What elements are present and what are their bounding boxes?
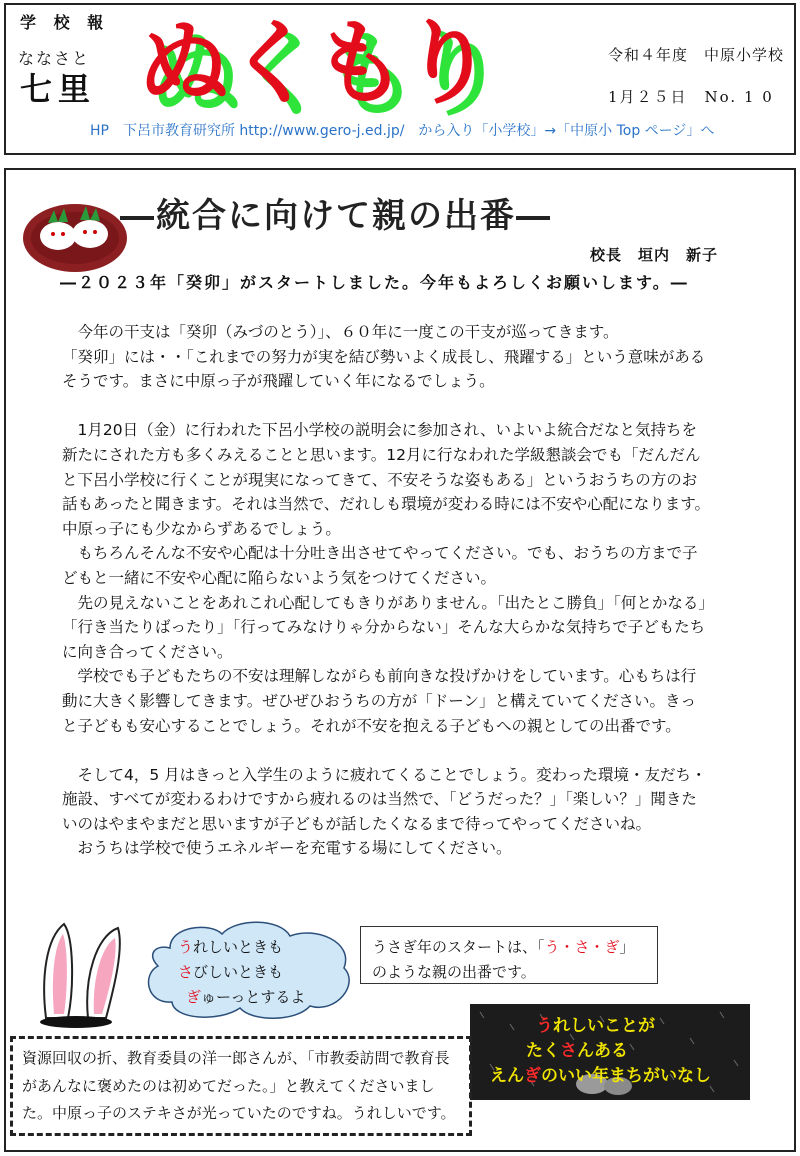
body-line: そうです。まさに中原っ子が飛躍していく年になるでしょう。 <box>62 372 495 391</box>
body-line: 「行き当たりばったり」「行ってみなけりゃ分からない」そんな大らかな気持ちで子どもたち <box>62 618 706 637</box>
usagi-callout-text: うさぎ年のスタートは、「う・さ・ぎ」 のような親の出番です。 <box>372 938 635 981</box>
article-headline: ―統合に向けて親の出番― <box>120 196 552 236</box>
name-furigana: ななさと <box>18 49 91 68</box>
body-line: と下呂小学校に行くことが現実になってきて、不安そうな姿もある」というおうちの方のお <box>62 470 698 489</box>
cloud-line-1: うれしいときも <box>178 938 284 956</box>
cloud-text <box>178 935 305 1010</box>
article-byline: 校長 垣内 新子 <box>590 246 719 264</box>
body-line: 中原っ子にも少なからずあるでしょう。 <box>62 519 341 538</box>
homepage-link[interactable]: HP 下呂市教育研究所 http://www.gero-j.ed.jp/ から入り「小学校」→「中原小 Top ページ」へ <box>90 123 715 139</box>
year-school: 令和４年度 中原小学校 <box>608 46 785 64</box>
body-line: 今年の干支は「癸卯（みづのとう）」、６０年に一度この干支が巡ってきます。 <box>62 323 619 341</box>
body-line: 学校でも子どもたちの不安は理解しながらも前向きな投げかけをしています。心もちは行 <box>62 667 697 686</box>
body-line: 1月20日（金）に行われた下呂小学校の説明会に参加され、いよいよ統合だなと気持ちを <box>62 421 698 440</box>
paragraph-gap <box>62 394 742 419</box>
body-line: どもと一緒に不安や心配に陥らないよう気をつけてください。 <box>62 568 497 587</box>
body-line: 新たにされた方も多くみえることと思います。12月に行なわれた学級懇談会でも「だんだん <box>62 445 701 464</box>
newsletter-name: 七里 <box>20 70 97 108</box>
body-line: に向き合ってください。 <box>62 642 233 661</box>
note-line: た。中原っ子のステキさが光っていたのですね。うれしいです。 <box>22 1104 456 1122</box>
note-text <box>22 1045 472 1128</box>
body-line: もちろんそんな不安や心配は十分吐き出させてやってください。でも、おうちの方まで子 <box>62 544 698 563</box>
rabbit-ears-icon <box>36 918 136 1028</box>
article-subhead: ―２０２３年「癸卯」がスタートしました。今年もよろしくお願いします。― <box>60 273 689 292</box>
body-line: と子どもも安心することでしょう。それが不安を抱える子どもへの親としての出番です。 <box>62 716 681 735</box>
body-line: そして4，5 月はきっと入学生のように疲れてくることでしょう。変わった環境・友だち・ <box>62 765 707 784</box>
body-line: いのはやまやまだと思いますが子どもが話したくなるまで待ってやってくださいね。 <box>62 814 652 833</box>
newsletter-title: ぬくもり <box>138 10 491 117</box>
body-line: おうちは学校で使うエネルギーを充電する場にしてください。 <box>62 839 512 858</box>
school-newsletter-label: 学 校 報 <box>20 13 110 32</box>
date-issue-number: 1月２５日 No. 1 0 <box>608 88 774 106</box>
body-line: 施設、すべてが変わるわけですから疲れるのは当然で、「どうだった？」「楽しい？」聞きた <box>62 790 697 809</box>
cloud-line-3: ぎゅーっとするよ <box>186 988 306 1006</box>
paragraph-gap <box>62 738 742 763</box>
article-body <box>62 320 742 861</box>
body-line: 動に大きく影響してきます。ぜひぜひおうちの方が「ドーン」と構えていてください。きっ <box>62 691 696 710</box>
body-line: 先の見えないことをあれこれ心配してもきりがありません。「出たとこ勝負」「何とかなる」 <box>62 593 714 612</box>
note-line: 資源回収の折、教育委員の洋一郎さんが、「市教委訪問で教育長 <box>22 1049 450 1067</box>
note-line: があんなに褒めたのは初めてだった。」と教えてくださいまし <box>22 1076 435 1095</box>
mochi-plate-icon <box>20 196 130 274</box>
body-line: 話もあったと聞きます。それは当然で、だれしも環境が変わる時には不安や心配になります。 <box>62 495 711 514</box>
snow-box-text: うれしいことが たくさんある えんぎのいい年まちがいなし <box>490 1016 711 1086</box>
body-line: 「癸卯」には・・「これまでの努力が実を結び勢いよく成長し、飛躍する」という意味がある <box>62 347 706 366</box>
cloud-line-2: さびしいときも <box>178 963 284 981</box>
